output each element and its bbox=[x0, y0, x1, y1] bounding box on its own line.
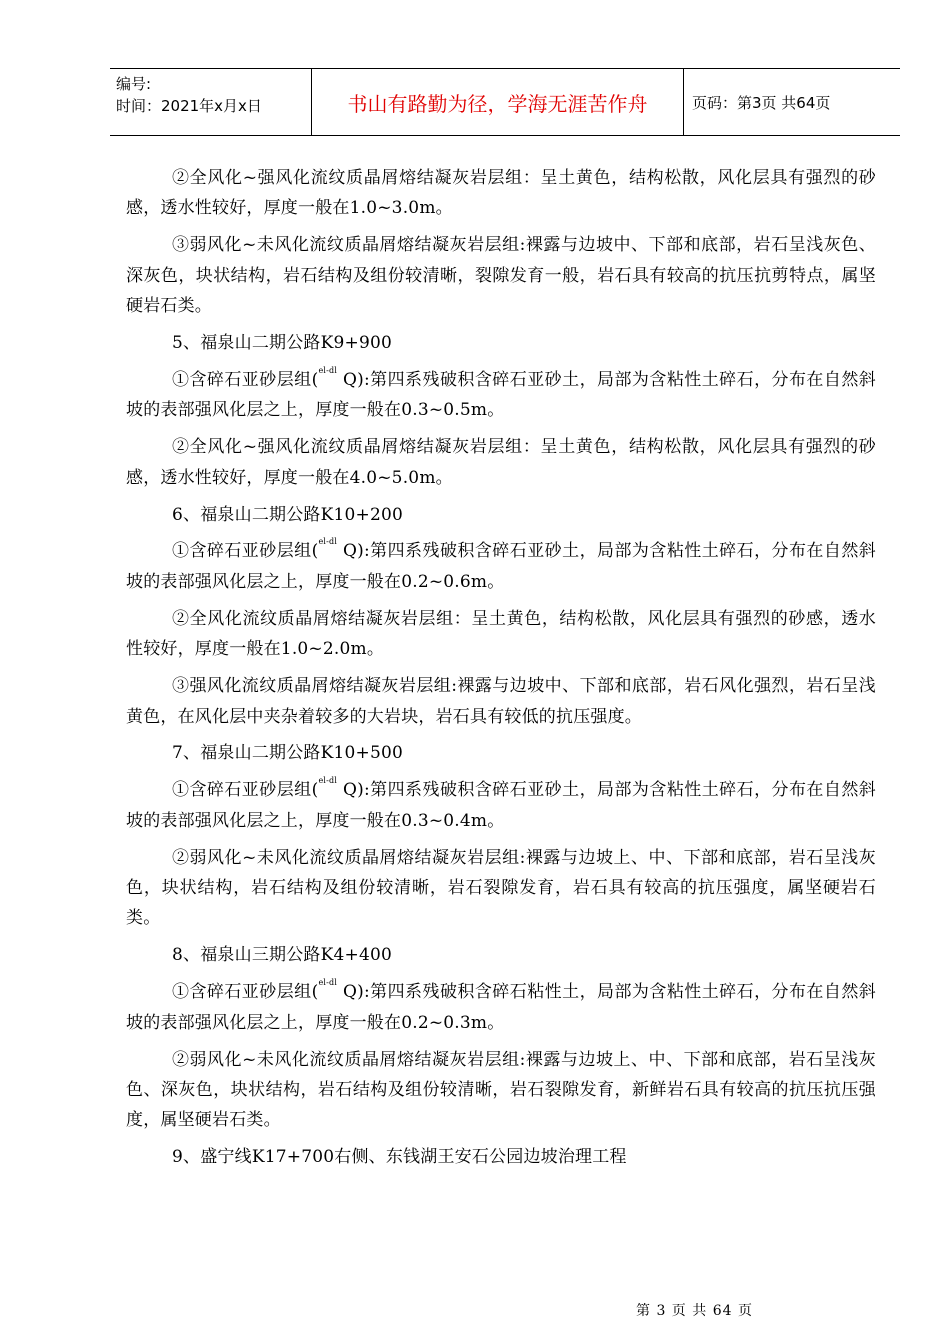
paragraph-text: Q):第四系残破积含碎石亚砂土，局部为含粘性土碎石，分布在自然斜坡的表部强风化层之上，厚度一般在0.3~0.5m。 bbox=[126, 369, 876, 421]
paragraph-text: ①含碎石亚砂层组( bbox=[172, 369, 319, 390]
body-paragraph: ②全风化流纹质晶屑熔结凝灰岩层组：呈土黄色，结构松散，风化层具有强烈的砂感，透水性较好，厚度一般在1.0~2.0m。 bbox=[126, 608, 876, 660]
body-paragraph bbox=[126, 536, 876, 597]
paragraph-text: ①含碎石亚砂层组( bbox=[172, 780, 319, 801]
body-paragraph bbox=[126, 365, 876, 426]
paragraph-text: Q):第四系残破积含碎石亚砂土，局部为含粘性土碎石，分布在自然斜坡的表部强风化层之上，厚度一般在0.2~0.6m。 bbox=[126, 541, 876, 592]
page-footer: 第 3 页 共 64 页 bbox=[636, 1303, 753, 1319]
section-heading: 8、福泉山三期公路K4+400 bbox=[172, 945, 393, 966]
superscript-note: el-dl bbox=[318, 978, 338, 988]
body-paragraph bbox=[126, 977, 876, 1038]
body-paragraph: ②全风化~强风化流纹质晶屑熔结凝灰岩层组：呈土黄色，结构松散，风化层具有强烈的砂感，透水性较好，厚度一般在1.0~3.0m。 bbox=[126, 168, 876, 219]
body-paragraph: ②弱风化~未风化流纹质晶屑熔结凝灰岩层组:裸露与边坡上、中、下部和底部，岩石呈浅灰色、深灰色，块状结构，岩石结构及组份较清晰，岩石裂隙发育，新鲜岩石具有较高的抗压抗压强度，属坚硬岩石类。 bbox=[126, 1049, 876, 1131]
document-number-label: 编号: bbox=[116, 75, 152, 93]
body-paragraph: ②全风化~强风化流纹质晶屑熔结凝灰岩层组：呈土黄色，结构松散，风化层具有强烈的砂感，透水性较好，厚度一般在4.0~5.0m。 bbox=[126, 437, 876, 488]
paragraph-text: Q):第四系残破积含碎石粘性土，局部为含粘性土碎石，分布在自然斜坡的表部强风化层之上，厚度一般在0.2~0.3m。 bbox=[126, 982, 876, 1033]
superscript-note: el-dl bbox=[318, 365, 338, 375]
document-time-label: 时间：2021年x月x日 bbox=[116, 97, 262, 115]
superscript-note: el-dl bbox=[318, 776, 338, 786]
section-heading: 9、盛宁线K17+700右侧、东钱湖王安石公园边坡治理工程 bbox=[172, 1147, 627, 1168]
header-page-info: 页码：第3页 共64页 bbox=[692, 93, 831, 112]
body-paragraph: ③弱风化~未风化流纹质晶屑熔结凝灰岩层组:裸露与边坡中、下部和底部，岩石呈浅灰色、深灰色，块状结构，岩石结构及组份较清晰，裂隙发育一般，岩石具有较高的抗压抗剪特点，属坚硬岩石类。 bbox=[126, 235, 876, 317]
superscript-note: el-dl bbox=[318, 537, 338, 547]
section-heading: 7、福泉山二期公路K10+500 bbox=[172, 743, 404, 764]
paragraph-text: Q):第四系残破积含碎石亚砂土，局部为含粘性土碎石，分布在自然斜坡的表部强风化层之上，厚度一般在0.3~0.4m。 bbox=[126, 780, 876, 831]
body-paragraph: ②弱风化~未风化流纹质晶屑熔结凝灰岩层组:裸露与边坡上、中、下部和底部，岩石呈浅灰色，块状结构，岩石结构及组份较清晰，岩石裂隙发育，岩石具有较高的抗压强度，属坚硬岩石类。 bbox=[126, 847, 876, 929]
document-body bbox=[126, 163, 876, 1179]
page-header bbox=[110, 68, 900, 136]
body-paragraph: ③强风化流纹质晶屑熔结凝灰岩层组:裸露与边坡中、下部和底部，岩石风化强烈，岩石呈浅黄色，在风化层中夹杂着较多的大岩块，岩石具有较低的抗压强度。 bbox=[126, 676, 876, 727]
paragraph-text: ①含碎石亚砂层组( bbox=[172, 541, 319, 562]
paragraph-text: ①含碎石亚砂层组( bbox=[172, 982, 319, 1003]
header-meta bbox=[110, 69, 312, 135]
header-motto: 书山有路勤为径，学海无涯苦作舟 bbox=[312, 69, 684, 135]
body-paragraph bbox=[126, 775, 876, 836]
section-heading: 5、福泉山二期公路K9+900 bbox=[172, 333, 393, 354]
section-heading: 6、福泉山二期公路K10+200 bbox=[172, 504, 404, 525]
